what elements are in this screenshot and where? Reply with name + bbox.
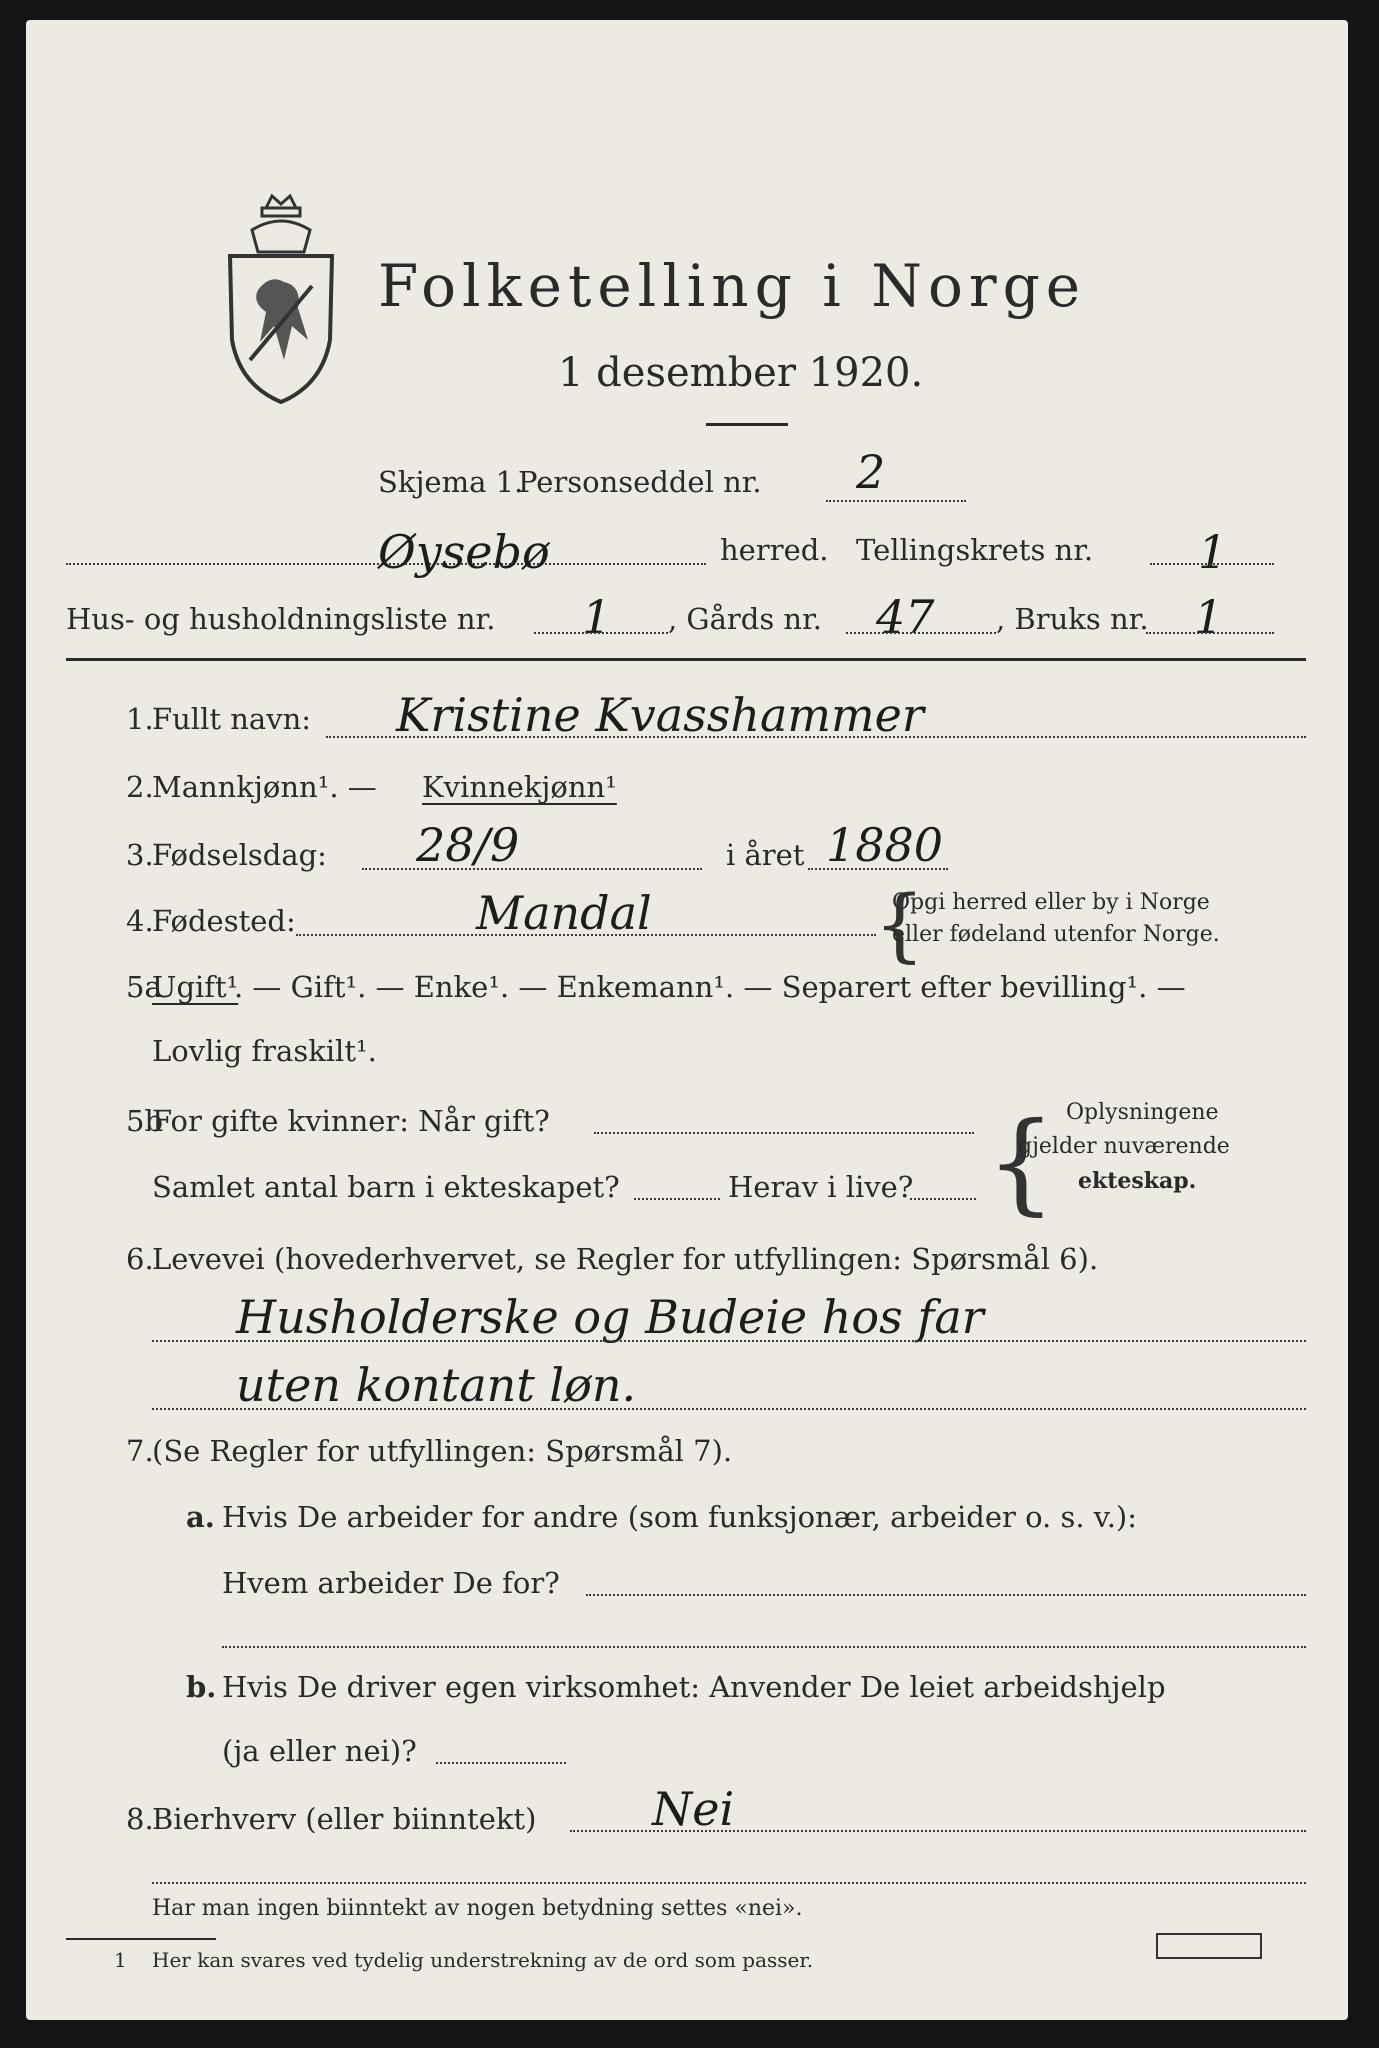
birthdate-value: 28/9 — [416, 818, 520, 872]
q2-male-option: Mannkjønn¹. — — [152, 770, 377, 804]
q5b-note-line-1: Oplysningene — [1066, 1100, 1219, 1125]
header-divider — [66, 658, 1306, 661]
q1-label: Fullt navn: — [152, 702, 312, 736]
bruks-value: 1 — [1194, 590, 1224, 644]
q5b-label-children: Samlet antal barn i ekteskapet? — [152, 1170, 620, 1204]
birthplace-value: Mandal — [476, 886, 652, 940]
printer-stamp — [1156, 1933, 1262, 1959]
q2-number: 2. — [126, 770, 154, 804]
occupation-value-line-2: uten kontant løn. — [236, 1358, 637, 1412]
hus-value: 1 — [582, 590, 612, 644]
footnote-number: 1 — [114, 1948, 127, 1972]
herred-value: Øysebø — [378, 525, 550, 579]
q3-year-label: i året — [726, 838, 805, 872]
q7b-label-yesno: (ja eller nei)? — [222, 1734, 417, 1768]
q7-number: 7. — [126, 1434, 154, 1468]
q5b-note-line-2: gjelder nuværende — [1018, 1134, 1230, 1159]
q2-female-option: Kvinnekjønn¹ — [422, 770, 617, 804]
q7b-label: Hvis De driver egen virksomhet: Anvender De leiet arbeidshjelp — [222, 1670, 1166, 1704]
q5a-number: 5a — [126, 970, 162, 1004]
q5a-options: . — Gift¹. — Enke¹. — Enkemann¹. — Separert efter bevilling¹. — — [234, 970, 1186, 1004]
q4-number: 4. — [126, 904, 154, 938]
q3-number: 3. — [126, 838, 154, 872]
full-name-value: Kristine Kvasshammer — [396, 688, 924, 742]
form-title: Folketelling i Norge — [378, 252, 1087, 320]
q7a-label: Hvis De arbeider for andre (som funksjonær, arbeider o. s. v.): — [222, 1500, 1138, 1534]
tellingskrets-value: 1 — [1198, 525, 1228, 579]
q7-label: (Se Regler for utfyllingen: Spørsmål 7). — [152, 1434, 733, 1468]
coat-of-arms-icon — [222, 190, 340, 410]
personseddel-value: 2 — [856, 445, 886, 499]
q5a-option-fraskilt: Lovlig fraskilt¹. — [152, 1034, 377, 1068]
side-income-value: Nei — [652, 1782, 735, 1836]
footnote-text: Her kan svares ved tydelig understrekning av de ord som passer. — [152, 1948, 814, 1972]
q6-number: 6. — [126, 1242, 154, 1276]
occupation-value-line-1: Husholderske og Budeie hos far — [236, 1290, 984, 1344]
gards-label: , Gårds nr. — [668, 602, 822, 636]
q4-note-line-2: eller fødeland utenfor Norge. — [892, 922, 1220, 947]
q3-label: Fødselsdag: — [152, 838, 327, 872]
skjema-label: Skjema 1. — [378, 465, 524, 499]
biinntekt-note: Har man ingen biinntekt av nogen betydning settes «nei». — [152, 1896, 803, 1921]
birth-year-value: 1880 — [826, 818, 944, 872]
tellingskrets-label: Tellingskrets nr. — [856, 533, 1094, 567]
q5b-label-married: For gifte kvinner: Når gift? — [152, 1104, 550, 1138]
q5a-ugift-option: Ugift¹ — [152, 970, 239, 1004]
personseddel-label: Personseddel nr. — [518, 465, 762, 499]
q5b-note-line-3: ekteskap. — [1078, 1168, 1197, 1194]
q5b-label-alive: Herav i live? — [728, 1170, 914, 1204]
q4-label: Fødested: — [152, 904, 296, 938]
gards-value: 47 — [876, 590, 935, 644]
census-form: Folketelling i Norge 1 desember 1920. Skjema 1. Personseddel nr. 2 Øysebø herred. Tellingskrets nr. 1 Hus- og husholdningsliste nr. 1 , Gårds nr. 47 , Bruks nr. 1 1. Fullt navn: Kristine Kvasshammer 2. Mannkjønn¹. — Kvinnekjønn¹ 3. Fødselsdag: 28/9 i året 1880 4. Fødested: Mandal { Opgi herred eller by i Norge eller fødeland utenfor Norge. 5a Ugift¹ . — Gift¹. — Enke¹. — Enkemann¹. — Separert efter bevilling¹. — Lovlig fraskilt¹. 5b For gifte kvinner: Når gift? Samlet antal barn i ekteskapet? Herav i live? { Oplysningene gjelder nuværende ekteskap. 6. Levevei (hovederhvervet, se Regler for utfyllingen: Spørsmål 6). Husholderske og Budeie hos far uten kontant løn. 7. (Se Regler for utfyllingen: Spørsmål 7). a. Hvis De arbeider for andre (som funksjonær, arbeider o. s. v.): Hvem arbeider De for? b. Hvis De driver egen virksomhet: Anvender De leiet arbeidshjelp (ja eller nei)? 8. Bierhverv (eller biinntekt) Nei Har man ingen biinntekt av nogen betydning settes «nei». 1 Her kan svares ved tydelig understrekning av de ord som passer. — [26, 20, 1348, 2020]
form-subtitle: 1 desember 1920. — [558, 350, 924, 396]
q7a-number: a. — [186, 1500, 215, 1534]
q8-number: 8. — [126, 1802, 154, 1836]
title-divider — [706, 423, 788, 426]
q6-label: Levevei (hovederhvervet, se Regler for utfyllingen: Spørsmål 6). — [152, 1242, 1099, 1276]
q5b-number: 5b — [126, 1104, 164, 1138]
herred-label: herred. — [720, 533, 829, 567]
hus-label: Hus- og husholdningsliste nr. — [66, 602, 496, 636]
bruks-label: , Bruks nr. — [996, 602, 1149, 636]
q1-number: 1. — [126, 702, 154, 736]
q7a-label-employer: Hvem arbeider De for? — [222, 1566, 560, 1600]
q7b-number: b. — [186, 1670, 217, 1704]
q8-label: Bierhverv (eller biinntekt) — [152, 1802, 537, 1836]
q4-note-line-1: Opgi herred eller by i Norge — [892, 890, 1210, 915]
